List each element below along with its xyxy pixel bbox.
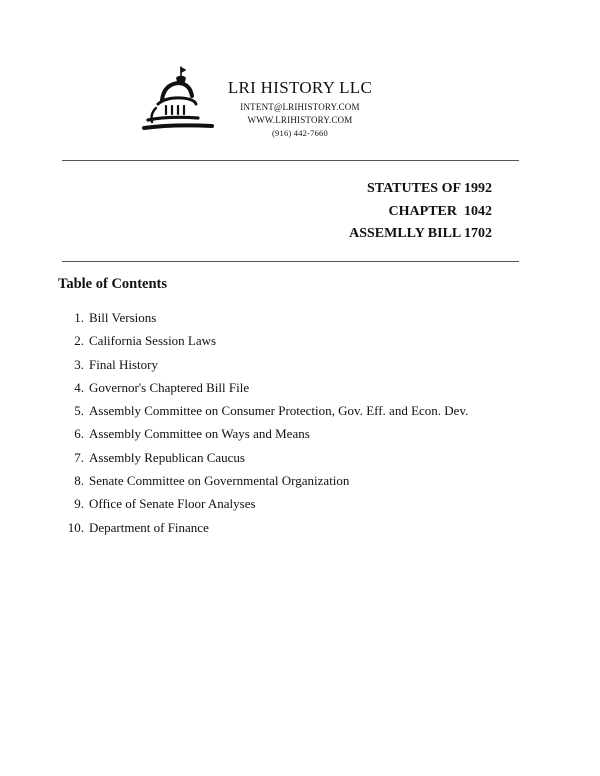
- divider-bottom: [62, 261, 519, 262]
- toc-number: 10.: [67, 519, 84, 535]
- company-website: WWW.LRIHISTORY.COM: [247, 115, 353, 125]
- toc-entry: Bill Versions: [89, 310, 157, 325]
- toc-entry: Assembly Committee on Ways and Means: [89, 426, 310, 442]
- capitol-dome-icon: [138, 62, 218, 138]
- toc-entry: Department of Finance: [89, 519, 209, 535]
- toc-entry: Assembly Committee on Consumer Protection, Gov. Eff. and Econ. Dev.: [89, 403, 469, 419]
- toc-entry: Final History: [89, 356, 158, 372]
- toc-number: 9.: [74, 496, 84, 512]
- divider-top: [62, 160, 519, 161]
- list-item: [58, 329, 468, 352]
- list-item: [58, 422, 468, 445]
- list-item: [58, 306, 468, 329]
- toc-number: 5.: [74, 403, 84, 419]
- list-item: [58, 376, 468, 399]
- toc-entry: Governor's Chaptered Bill File: [89, 379, 250, 395]
- bill-info: [349, 178, 492, 246]
- toc-number: 3.: [74, 356, 84, 372]
- list-item: [58, 516, 468, 539]
- list-item: [58, 353, 468, 376]
- toc-title: Table of Contents: [58, 276, 168, 292]
- list-item: [58, 446, 468, 469]
- toc-list: [58, 306, 468, 539]
- company-name: LRI HISTORY LLC: [227, 78, 373, 97]
- list-item: [58, 469, 468, 492]
- toc-number: 7.: [74, 449, 84, 465]
- list-item: [58, 399, 468, 422]
- bill-line: ASSEMLLY BILL 1702: [349, 226, 492, 241]
- chapter-line: CHAPTER 1042: [388, 203, 492, 219]
- toc-entry: Senate Committee on Governmental Organization: [89, 473, 350, 489]
- company-phone: (916) 442-7660: [272, 128, 328, 138]
- list-item: [58, 492, 468, 515]
- toc-number: 6.: [74, 426, 84, 442]
- company-header: [210, 78, 390, 140]
- statutes-line: STATUTES OF 1992: [367, 181, 492, 196]
- company-email: INTENT@LRIHISTORY.COM: [240, 102, 360, 112]
- toc-entry: Assembly Republican Caucus: [89, 449, 245, 465]
- toc-number: 8.: [74, 473, 84, 489]
- toc-number: 1.: [74, 310, 84, 325]
- toc-entry: Office of Senate Floor Analyses: [89, 496, 256, 512]
- toc-entry: California Session Laws: [89, 333, 217, 349]
- toc-number: 2.: [74, 333, 84, 349]
- toc-number: 4.: [74, 379, 84, 395]
